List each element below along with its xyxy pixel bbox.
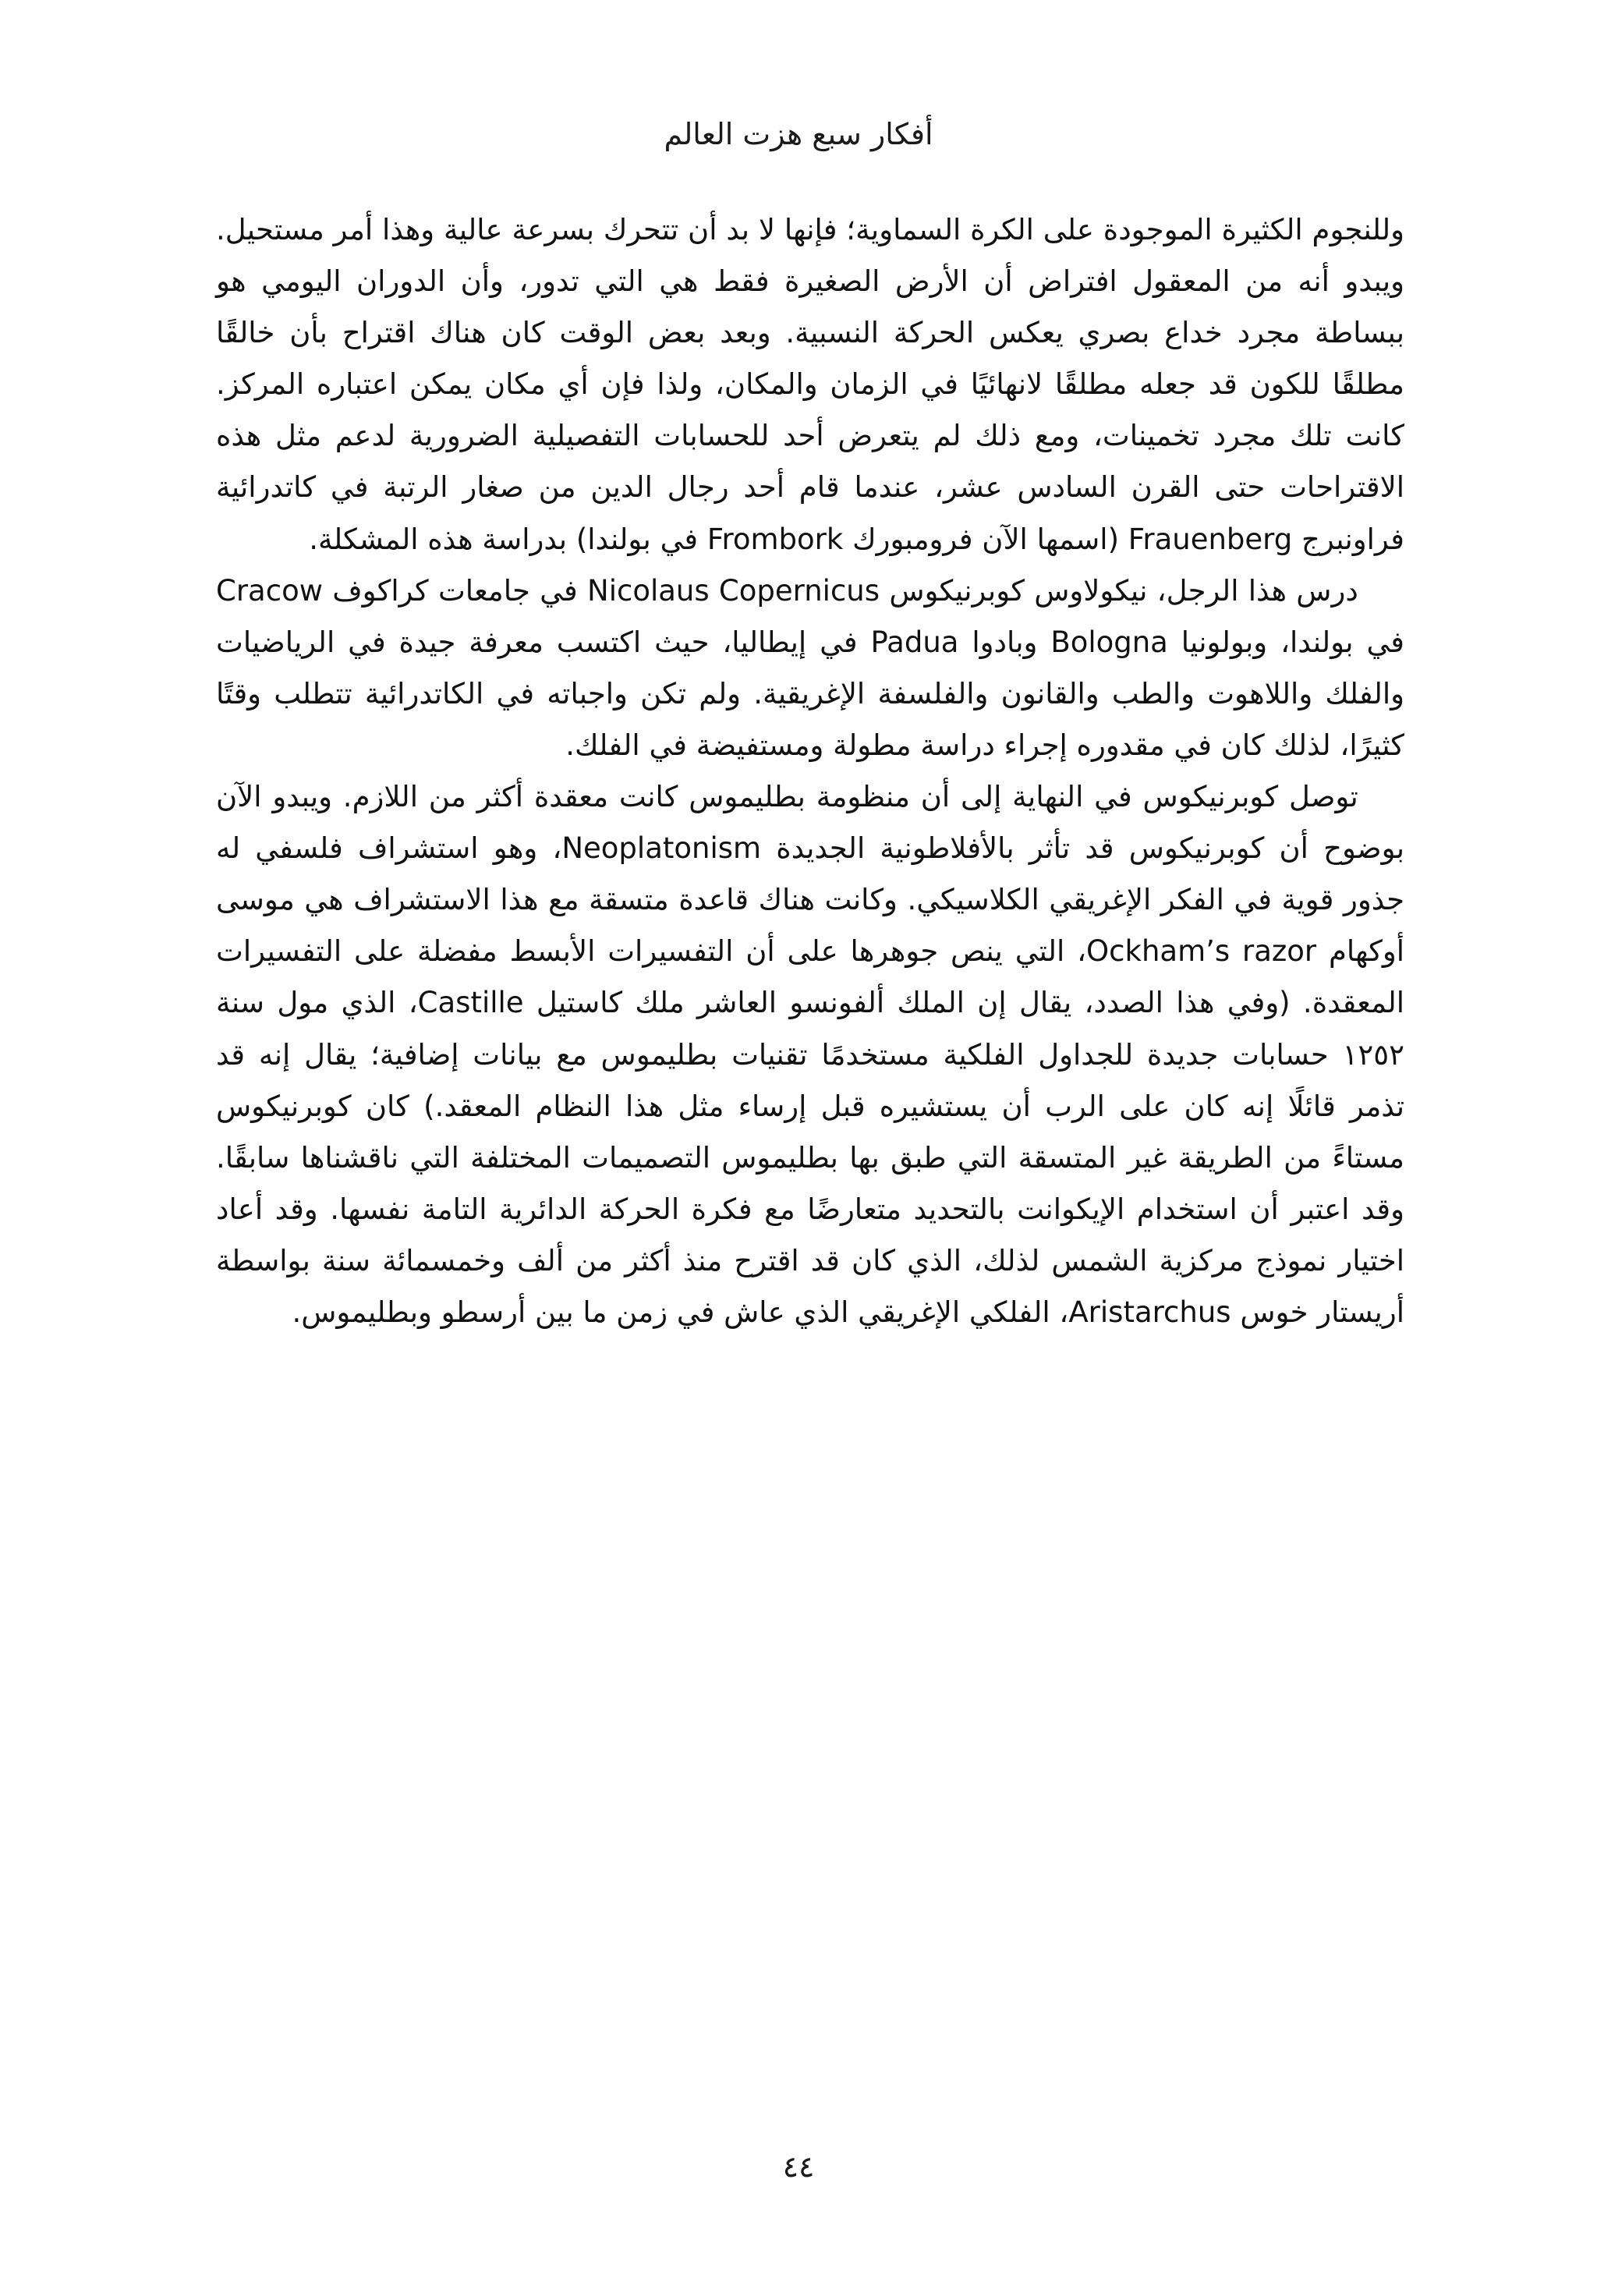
page-number: ٤٤ [782,2149,815,2184]
body-text [216,204,1404,1338]
paragraph-continued: وللنجوم الكثيرة الموجودة على الكرة السماوية؛ فإنها لا بد أن تتحرك بسرعة عالية وهذا أمر مستحيل. ويبدو أنه من المعقول افتراض أن الأرض الصغيرة فقط هي التي تدور، وأن الدوران اليومي هو ببساطة مجرد خداع بصري يعكس الحركة النسبية. وبعد بعض الوقت كان هناك اقتراح بأن خالقًا مطلقًا للكون قد جعله مطلقًا لانهائيًا في الزمان والمكان، ولذا فإن أي مكان يمكن اعتباره المركز. كانت تلك مجرد تخمينات، ومع ذلك لم يتعرض أحد للحسابات التفصيلية الضرورية لدعم مثل هذه الاقتراحات حتى القرن السادس عشر، عندما قام أحد رجال الدين من صغار الرتبة في كاتدرائية فراونبرج Frauenberg (اسمها الآن فرومبورك Frombork في بولندا) بدراسة هذه المشكلة. [216,213,1404,556]
paragraph-copernicus-education: درس هذا الرجل، نيكولاوس كوبرنيكوس Nicolaus Copernicus في جامعات كراكوف Cracow في بولندا، وبولونيا Bologna وبادوا Padua في إيطاليا، حيث اكتسب معرفة جيدة في الرياضيات والفلك واللاهوت والطب والقانون والفلسفة الإغريقية. ولم تكن واجباته في الكاتدرائية تتطلب وقتًا كثيرًا، لذلك كان في مقدوره إجراء دراسة مطولة ومستفيضة في الفلك. [216,573,1404,762]
running-title: أفكار سبع هزت العالم [664,117,933,151]
paragraph-copernicus-model: توصل كوبرنيكوس في النهاية إلى أن منظومة بطليموس كانت معقدة أكثر من اللازم. ويبدو الآن بوضوح أن كوبرنيكوس قد تأثر بالأفلاطونية الجديدة Neoplatonism، وهو استشراف فلسفي له جذور قوية في الفكر الإغريقي الكلاسيكي. وكانت هناك قاعدة متسقة مع هذا الاستشراف هي موسى أوكهام Ockham’s razor، التي ينص جوهرها على أن التفسيرات الأبسط مفضلة على التفسيرات المعقدة. (وفي هذا الصدد، يقال إن الملك ألفونسو العاشر ملك كاستيل Castille، الذي مول سنة ١٢٥٢ حسابات جديدة للجداول الفلكية مستخدمًا تقنيات بطليموس مع بيانات إضافية؛ يقال إنه قد تذمر قائلًا إنه كان على الرب أن يستشيره قبل إرساء مثل هذا النظام المعقد.) كان كوبرنيكوس مستاءً من الطريقة غير المتسقة التي طبق بها بطليموس التصميمات المختلفة التي ناقشناها سابقًا. وقد اعتبر أن استخدام الإيكوانت بالتحديد متعارضًا مع فكرة الحركة الدائرية التامة نفسها. وقد أعاد اختيار نموذج مركزية الشمس لذلك، الذي كان قد اقترح منذ أكثر من ألف وخمسمائة سنة بواسطة أريستار خوس Aristarchus، الفلكي الإغريقي الذي عاش في زمن ما بين أرسطو وبطليموس. [216,780,1405,1329]
